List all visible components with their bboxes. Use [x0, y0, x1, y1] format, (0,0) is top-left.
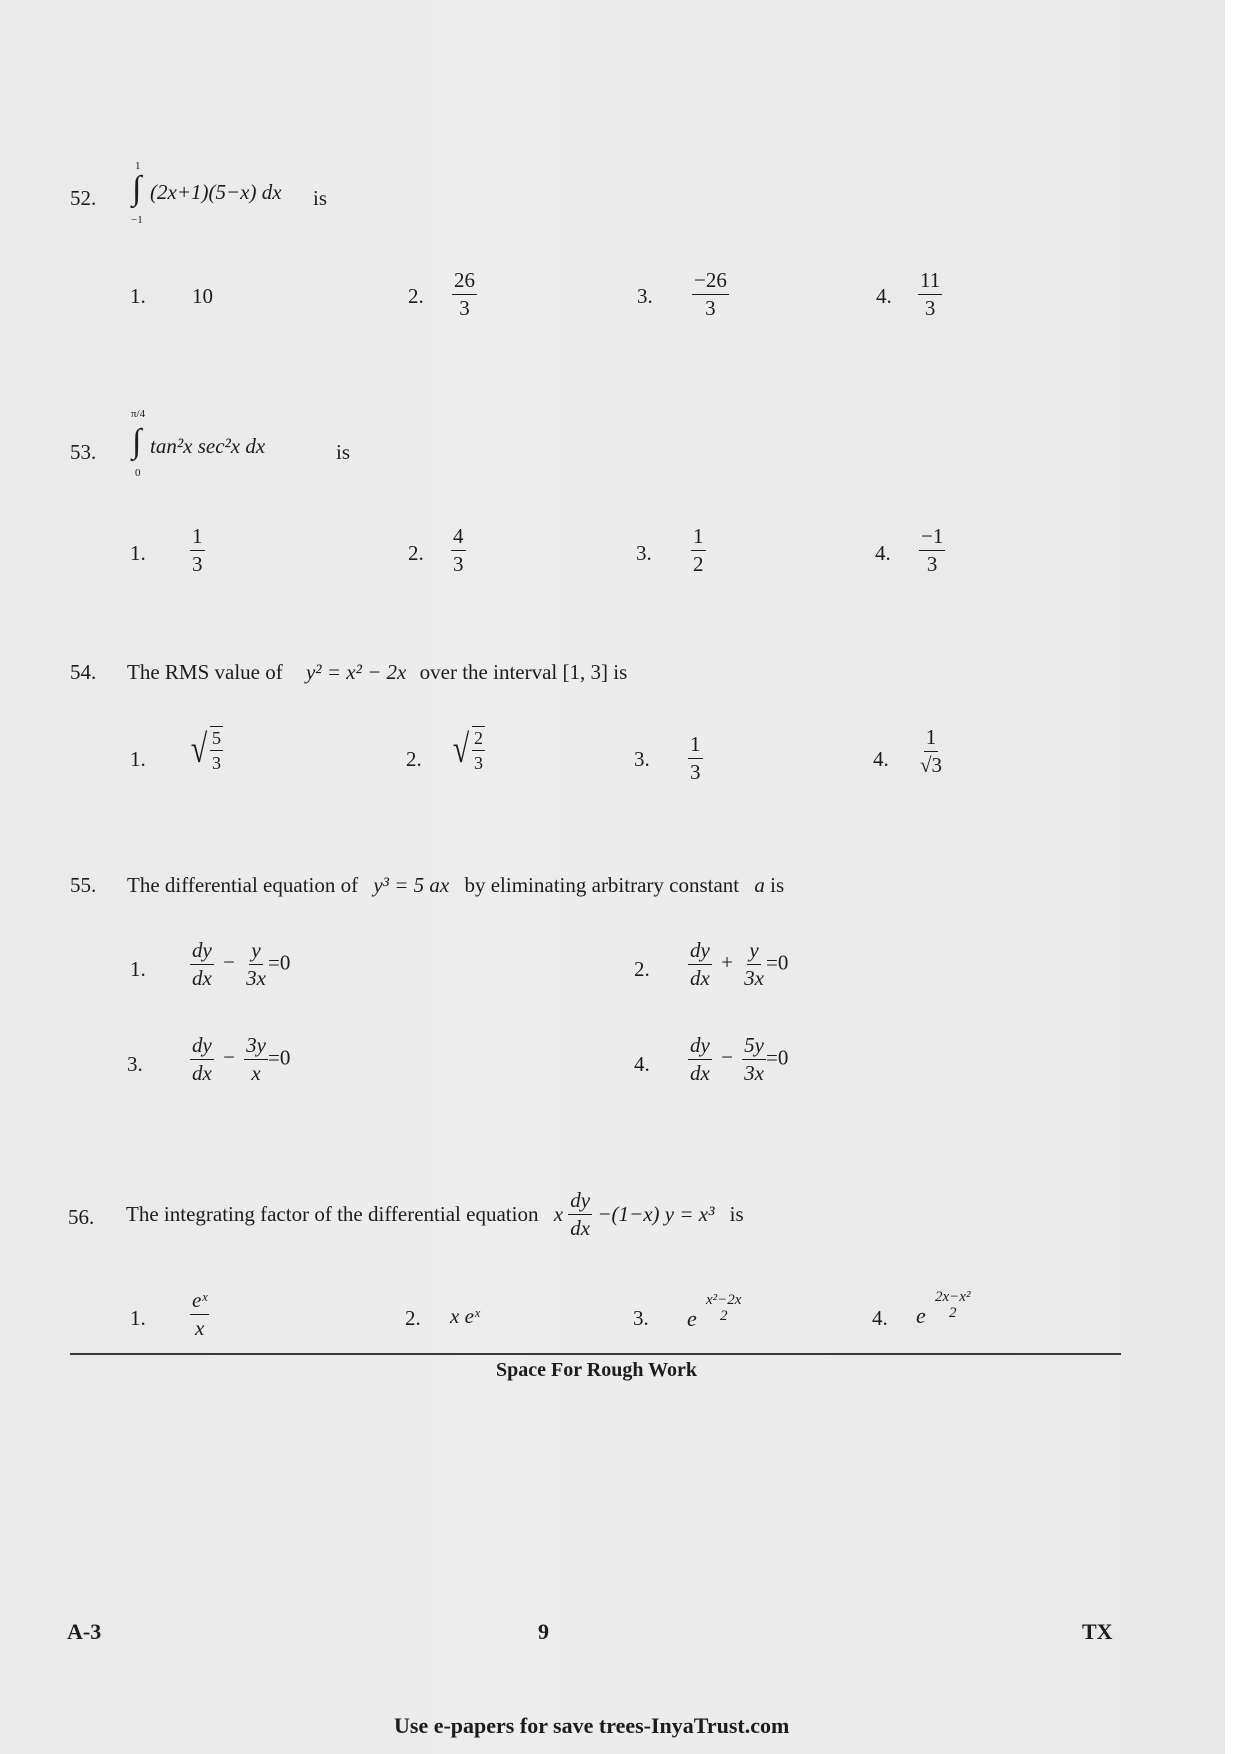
option-fraction: [190, 1290, 209, 1339]
fraction-numerator: y: [249, 940, 262, 965]
fraction-numerator: 1: [190, 526, 205, 551]
footer-subject-code: TX: [1082, 1619, 1113, 1644]
radical-sign: √: [190, 726, 208, 771]
fraction-denominator: dx: [192, 966, 212, 990]
option-fraction: [190, 526, 205, 575]
fraction-numerator: dy: [190, 1035, 214, 1060]
stem-text: The RMS value of: [127, 660, 283, 684]
fraction-numerator: −26: [692, 270, 729, 295]
option-number: 4.: [872, 1306, 888, 1330]
integral-lower-limit: −1: [131, 214, 143, 226]
fraction-numerator: dy: [568, 1190, 592, 1215]
option-exponential: [687, 1293, 743, 1332]
fraction-denominator: x: [194, 1316, 205, 1340]
option-fraction: [692, 270, 729, 319]
fraction-denominator: 3: [705, 296, 716, 320]
watermark-text: Use e-papers for save trees-InyaTrust.com: [394, 1713, 790, 1738]
option-number: 3.: [636, 541, 652, 565]
question-tail: is: [336, 440, 351, 464]
exponent-denominator: 2: [719, 1308, 728, 1324]
option-number: 2.: [408, 541, 424, 565]
integral-upper-limit: 1: [135, 160, 141, 172]
fraction-numerator: 1: [924, 727, 939, 752]
fraction-numerator: 1: [688, 734, 703, 759]
question-stem: [127, 660, 627, 685]
fraction-denominator: 3: [459, 296, 470, 320]
operator: +: [721, 950, 733, 975]
footer-paper-code: A-3: [67, 1619, 102, 1644]
divider-line: [70, 1353, 1121, 1355]
option-number: 2.: [405, 1306, 421, 1330]
option-number: 1.: [130, 541, 146, 565]
stem-text: by eliminating arbitrary constant: [464, 873, 740, 897]
stem-text: The differential equation of: [127, 873, 359, 897]
fraction-denominator: 3x: [744, 966, 764, 990]
option-number: 2.: [406, 747, 422, 771]
operator: −: [223, 1045, 235, 1070]
stem-text: is: [729, 1202, 744, 1226]
option-differential: [688, 940, 788, 989]
fraction-numerator: 3y: [244, 1035, 268, 1060]
fraction-denominator: 2: [693, 552, 704, 576]
stem-text: over the interval [1, 3] is: [419, 660, 628, 684]
option-differential: [190, 940, 290, 989]
exponent-denominator: 2: [948, 1305, 957, 1321]
option-number: 4.: [634, 1052, 650, 1076]
fraction-denominator: dx: [690, 1061, 710, 1085]
option-fraction: [451, 526, 466, 575]
option-number: 3.: [633, 1306, 649, 1330]
option-differential: [688, 1035, 788, 1084]
stem-variable: a: [754, 873, 765, 897]
question-stem: [126, 1190, 744, 1239]
fraction-numerator: 1: [691, 526, 706, 551]
question-tail: is: [313, 186, 328, 210]
rough-work-heading: Space For Rough Work: [496, 1359, 697, 1381]
fraction-numerator: eˣ: [190, 1290, 209, 1315]
stem-equation-rest: −(1−x) y = x³: [597, 1202, 715, 1226]
integrand: (2x+1)(5−x) dx: [150, 180, 282, 204]
exp-base: e: [916, 1303, 926, 1328]
option-sqrt-fraction: [450, 726, 485, 772]
fraction-denominator: √3: [920, 753, 943, 777]
stem-equation-x: x: [553, 1202, 564, 1226]
fraction-numerator: 4: [451, 526, 466, 551]
integral-lower-limit: 0: [135, 467, 141, 479]
fraction-numerator: 5y: [742, 1035, 766, 1060]
fraction-numerator: −1: [919, 526, 945, 551]
operator: −: [721, 1045, 733, 1070]
fraction-denominator: 3x: [744, 1061, 764, 1085]
exponent-numerator: x²−2x: [706, 1292, 742, 1308]
option-number: 3.: [634, 747, 650, 771]
option-differential: [190, 1035, 290, 1084]
question-number: 55.: [70, 873, 97, 897]
fraction-numerator: dy: [688, 940, 712, 965]
fraction-numerator: 11: [918, 270, 942, 295]
option-fraction: [452, 270, 477, 319]
fraction-denominator: 3: [924, 296, 936, 320]
question-number: 53.: [70, 440, 97, 464]
fraction-denominator: 3: [211, 753, 221, 773]
option-fraction: [691, 526, 706, 575]
question-number: 56.: [68, 1205, 95, 1229]
footer-page-number: 9: [538, 1619, 549, 1644]
fraction-denominator: x: [251, 1061, 261, 1085]
equals-zero: =0: [268, 1045, 291, 1070]
option-fraction: [918, 270, 942, 319]
option-number: 1.: [130, 957, 146, 981]
option-number: 1.: [130, 747, 146, 771]
integral-sign: ∫: [132, 170, 142, 207]
option-sqrt-fraction: [188, 726, 223, 772]
question-number: 54.: [70, 660, 97, 684]
fraction-numerator: 26: [452, 270, 477, 295]
radical-sign: √: [452, 726, 470, 771]
fraction-numerator: dy: [688, 1035, 712, 1060]
fraction-denominator: 3x: [246, 966, 266, 990]
option-value: 10: [192, 284, 213, 308]
fraction-denominator: 3: [690, 760, 701, 784]
option-number: 1.: [130, 284, 146, 308]
integral-upper-limit: π/4: [131, 408, 146, 420]
option-number: 2.: [634, 957, 650, 981]
option-exponential: [916, 1290, 972, 1329]
stem-equation: y³ = 5 ax: [373, 873, 450, 897]
fraction-denominator: dx: [192, 1061, 212, 1085]
integrand: tan²x sec²x dx: [150, 434, 266, 458]
option-number: 3.: [637, 284, 653, 308]
fraction-denominator: 3: [926, 552, 938, 576]
integral-sign: ∫: [132, 423, 142, 460]
stem-text: is: [770, 873, 785, 897]
stem-text: The integrating factor of the differential equation: [126, 1202, 539, 1226]
fraction-numerator: 5: [210, 729, 223, 751]
fraction-numerator: 2: [472, 729, 485, 751]
question-stem: [127, 873, 784, 898]
equals-zero: =0: [766, 950, 789, 975]
fraction-denominator: 3: [473, 753, 483, 773]
question-number: 52.: [70, 186, 97, 210]
option-fraction: [688, 734, 703, 783]
option-number: 1.: [130, 1306, 146, 1330]
option-fraction: [918, 727, 944, 776]
exp-base: e: [687, 1306, 697, 1331]
option-number: 4.: [875, 541, 891, 565]
fraction-denominator: 3: [192, 552, 203, 576]
equals-zero: =0: [268, 950, 291, 975]
fraction-numerator: dy: [190, 940, 214, 965]
option-number: 3.: [127, 1052, 143, 1076]
operator: −: [223, 950, 235, 975]
option-value: x eˣ: [450, 1304, 480, 1328]
option-number: 4.: [873, 747, 889, 771]
fraction-denominator: 3: [453, 552, 464, 576]
option-number: 4.: [876, 284, 892, 308]
fraction-denominator: dx: [570, 1216, 591, 1240]
option-fraction: [919, 526, 945, 575]
stem-equation: y² = x² − 2x: [305, 660, 407, 684]
option-number: 2.: [408, 284, 424, 308]
exponent-numerator: 2x−x²: [935, 1289, 971, 1305]
fraction-numerator: y: [747, 940, 760, 965]
equals-zero: =0: [766, 1045, 789, 1070]
fraction-denominator: dx: [690, 966, 710, 990]
